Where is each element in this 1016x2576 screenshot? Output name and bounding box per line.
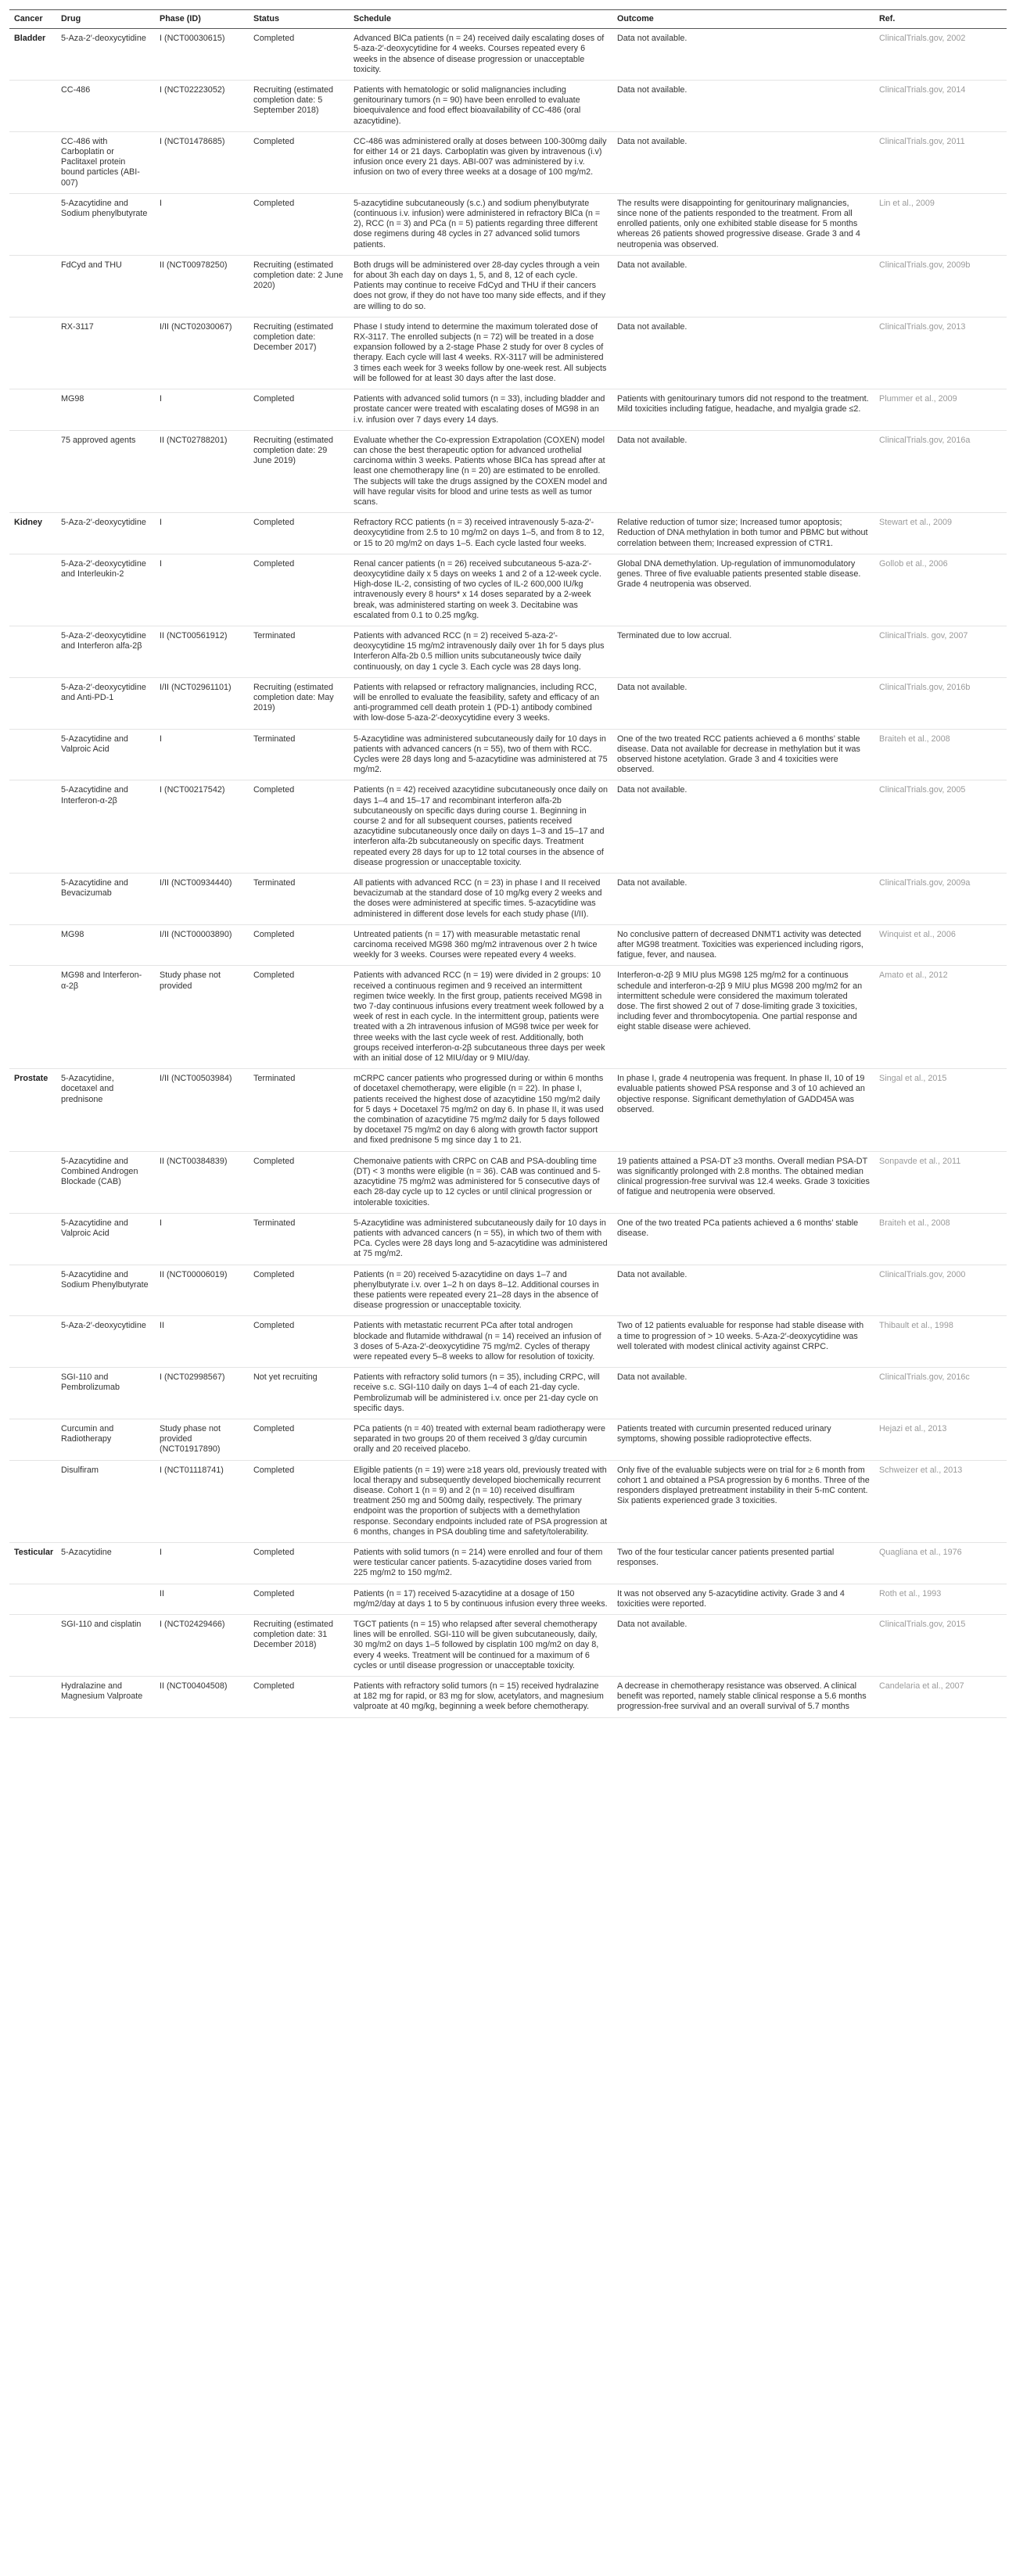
- drug-cell: 5-Azacytidine and Sodium Phenylbutyrate: [56, 1265, 155, 1316]
- schedule-cell: Untreated patients (n = 17) with measurable metastatic renal carcinoma received MG98 360 mg/m2 intravenous over 2 h twice weekly for 3 weeks. Courses were repeated every 4 weeks.: [349, 924, 612, 966]
- outcome-cell: Data not available.: [612, 255, 874, 317]
- table-row: [9, 729, 1007, 780]
- status-cell: Recruiting (estimated completion date: 5 September 2018): [249, 81, 349, 132]
- schedule-cell: Patients with advanced RCC (n = 19) were divided in 2 groups: 10 received a continuous regimen and 9 received an intermittent regimen twice weekly. In the first group, patients received MG98 in two 7-day continuous infusions every treatment week followed by a week of rest in each cycle. In the intermittent group, patients were treated with a 2h intravenous infusion of MG98 twice per week for three weeks with the last cycle week of rest. Additionally, both groups received interferon-α-2β subcutaneous three days per week with an initial dose of 12 MIU/day or 9 MIU/day.: [349, 966, 612, 1069]
- schedule-cell: 5-azacytidine subcutaneously (s.c.) and sodium phenylbutyrate (continuous i.v. infusion) were administered in refractory BlCa (n = 2), RCC (n = 3) and PCa (n = 5) patients regarding three different dose regimens during 48 cycles in 27 advanced solid tumors patients.: [349, 193, 612, 255]
- cancer-cell: [9, 626, 56, 677]
- table-body: [9, 29, 1007, 1717]
- table-row: [9, 677, 1007, 729]
- schedule-cell: PCa patients (n = 40) treated with external beam radiotherapy were separated in two groups 20 of them received 3 g/day curcumin orally and 20 received placebo.: [349, 1419, 612, 1460]
- reference-link[interactable]: Thibault et al., 1998: [874, 1316, 1007, 1368]
- outcome-cell: It was not observed any 5-azacytidine activity. Grade 3 and 4 toxicities were reported.: [612, 1584, 874, 1614]
- cancer-cell: [9, 1615, 56, 1677]
- header-schedule: Schedule: [349, 10, 612, 29]
- phase-cell: I (NCT02429466): [155, 1615, 249, 1677]
- phase-cell: I: [155, 1213, 249, 1265]
- schedule-cell: All patients with advanced RCC (n = 23) in phase I and II received bevacizumab at the standard dose of 10 mg/kg every 2 weeks and the doses were administered at specific times. 5-azacytidine was administered in different dose levels for each study phase (I/II).: [349, 874, 612, 925]
- cancer-cell: [9, 677, 56, 729]
- status-cell: Completed: [249, 924, 349, 966]
- table-row: [9, 513, 1007, 554]
- drug-cell: 5-Azacytidine and Valproic Acid: [56, 1213, 155, 1265]
- table-row: [9, 1069, 1007, 1151]
- phase-cell: I (NCT02998567): [155, 1368, 249, 1419]
- reference-link[interactable]: Roth et al., 1993: [874, 1584, 1007, 1614]
- table-row: [9, 1265, 1007, 1316]
- drug-cell: Disulfiram: [56, 1460, 155, 1542]
- header-outcome: Outcome: [612, 10, 874, 29]
- table-row: [9, 1316, 1007, 1368]
- drug-cell: CC-486: [56, 81, 155, 132]
- drug-cell: 5-Azacytidine, docetaxel and prednisone: [56, 1069, 155, 1151]
- drug-cell: MG98: [56, 924, 155, 966]
- reference-link[interactable]: ClinicalTrials.gov, 2016c: [874, 1368, 1007, 1419]
- drug-cell: 5-Aza-2′-deoxycytidine and Anti-PD-1: [56, 677, 155, 729]
- header-drug: Drug: [56, 10, 155, 29]
- cancer-cell: [9, 255, 56, 317]
- schedule-cell: Advanced BlCa patients (n = 24) received daily escalating doses of 5-aza-2′-deoxycytidine for 4 weeks. Courses repeated every 6 weeks in the absence of disease progression or unacceptable toxicity.: [349, 29, 612, 81]
- table-row: [9, 1584, 1007, 1614]
- outcome-cell: One of the two treated RCC patients achieved a 6 months’ stable disease. Data not available for decrease in methylation but it was observed histone acetylation. Grade 3 and 4 toxicities were observed.: [612, 729, 874, 780]
- reference-link[interactable]: ClinicalTrials.gov, 2016a: [874, 430, 1007, 512]
- reference-link[interactable]: Braiteh et al., 2008: [874, 729, 1007, 780]
- reference-link[interactable]: ClinicalTrials.gov, 2011: [874, 131, 1007, 193]
- status-cell: Completed: [249, 1316, 349, 1368]
- schedule-cell: Patients (n = 17) received 5-azacytidine at a dosage of 150 mg/m2/day at days 1 to 5 by continuous infusion every three weeks.: [349, 1584, 612, 1614]
- table-row: [9, 1368, 1007, 1419]
- status-cell: Completed: [249, 1265, 349, 1316]
- status-cell: Completed: [249, 780, 349, 874]
- table-row: [9, 317, 1007, 389]
- cancer-cell: [9, 193, 56, 255]
- table-row: [9, 554, 1007, 626]
- drug-cell: MG98 and Interferon-α-2β: [56, 966, 155, 1069]
- table-row: [9, 1213, 1007, 1265]
- phase-cell: Study phase not provided: [155, 966, 249, 1069]
- drug-cell: 5-Aza-2′-deoxycytidine: [56, 1316, 155, 1368]
- phase-cell: I/II (NCT00003890): [155, 924, 249, 966]
- schedule-cell: Eligible patients (n = 19) were ≥18 years old, previously treated with local therapy and subsequently developed biochemically recurrent disease. Cohort 1 (n = 9) and 2 (n = 10) received disulfiram treatment 250 mg and 500mg daily, respectively. The primary endpoint was the proportion of subjects with a demethylation response. Secondary endpoints included rate of PSA progression at 6 months, changes in PSA doubling time and safety/tolerability.: [349, 1460, 612, 1542]
- outcome-cell: Data not available.: [612, 677, 874, 729]
- cancer-cell: [9, 430, 56, 512]
- table-row: [9, 874, 1007, 925]
- status-cell: Completed: [249, 1677, 349, 1718]
- table-row: [9, 1460, 1007, 1542]
- status-cell: Completed: [249, 1584, 349, 1614]
- status-cell: Recruiting (estimated completion date: May 2019): [249, 677, 349, 729]
- header-ref: Ref.: [874, 10, 1007, 29]
- outcome-cell: Data not available.: [612, 1265, 874, 1316]
- phase-cell: I (NCT00217542): [155, 780, 249, 874]
- header-cancer: Cancer: [9, 10, 56, 29]
- schedule-cell: Patients with solid tumors (n = 214) were enrolled and four of them were testicular cancer patients. 5-azacytidine doses varied from 225 mg/m2 to 150 mg/m2.: [349, 1542, 612, 1584]
- cancer-cell: Kidney: [9, 513, 56, 554]
- phase-cell: I: [155, 729, 249, 780]
- status-cell: Completed: [249, 1151, 349, 1213]
- phase-cell: I: [155, 554, 249, 626]
- cancer-cell: [9, 1584, 56, 1614]
- outcome-cell: Interferon-α-2β 9 MIU plus MG98 125 mg/m2 for a continuous schedule and interferon-α-2β 9 MIU plus MG98 200 mg/m2 for an intermittent schedule were considered the maximum tolerated dose. The first showed 2 out of 7 dose-limiting grade 3 toxicities, including fever and thrombocytopenia. One partial response and eight stable disease were achieved.: [612, 966, 874, 1069]
- cancer-cell: [9, 554, 56, 626]
- phase-cell: I: [155, 193, 249, 255]
- cancer-cell: [9, 1368, 56, 1419]
- table-row: [9, 626, 1007, 677]
- cancer-cell: [9, 1419, 56, 1460]
- status-cell: Terminated: [249, 729, 349, 780]
- cancer-cell: [9, 1151, 56, 1213]
- drug-cell: 5-Aza-2′-deoxycytidine: [56, 513, 155, 554]
- phase-cell: II (NCT00384839): [155, 1151, 249, 1213]
- schedule-cell: Patients with refractory solid tumors (n = 15) received hydralazine at 182 mg for rapid, or 83 mg for slow, acetylators, and magnesium valproate at 40 mg/kg, beginning a week before chemotherapy.: [349, 1677, 612, 1718]
- drug-cell: Hydralazine and Magnesium Valproate: [56, 1677, 155, 1718]
- clinical-trials-table: [9, 9, 1007, 1718]
- cancer-cell: Testicular: [9, 1542, 56, 1584]
- table-row: [9, 1419, 1007, 1460]
- status-cell: Completed: [249, 554, 349, 626]
- schedule-cell: Renal cancer patients (n = 26) received subcutaneous 5-aza-2′-deoxycytidine daily x 5 days on weeks 1 and 2 of a 12-week cycle. High-dose IL-2, consisting of two cycles of IL-2 600,000 IU/kg intravenously every 8 hours* x 14 doses separated by a 2-week break, was administered starting on week 3. Decitabine was escalated from 0.1 to 0.25 mg/kg.: [349, 554, 612, 626]
- reference-link[interactable]: ClinicalTrials.gov, 2000: [874, 1265, 1007, 1316]
- drug-cell: CC-486 with Carboplatin or Paclitaxel protein bound particles (ABI-007): [56, 131, 155, 193]
- cancer-cell: [9, 966, 56, 1069]
- status-cell: Completed: [249, 513, 349, 554]
- outcome-cell: Data not available.: [612, 874, 874, 925]
- drug-cell: 5-Azacytidine and Sodium phenylbutyrate: [56, 193, 155, 255]
- drug-cell: 5-Azacytidine: [56, 1542, 155, 1584]
- drug-cell: 5-Azacytidine and Interferon-α-2β: [56, 780, 155, 874]
- cancer-cell: [9, 729, 56, 780]
- phase-cell: I (NCT00030615): [155, 29, 249, 81]
- schedule-cell: Patients with relapsed or refractory malignancies, including RCC, will be enrolled to evaluate the feasibility, safety and efficacy of an anti-programmed cell death protein 1 (PD-1) antibody combined with low-dose 5-aza-2′-deoxycytidine every 3 weeks.: [349, 677, 612, 729]
- status-cell: Completed: [249, 1419, 349, 1460]
- drug-cell: 5-Azacytidine and Bevacizumab: [56, 874, 155, 925]
- phase-cell: II (NCT00561912): [155, 626, 249, 677]
- status-cell: Completed: [249, 131, 349, 193]
- cancer-cell: Bladder: [9, 29, 56, 81]
- reference-link[interactable]: Schweizer et al., 2013: [874, 1460, 1007, 1542]
- cancer-cell: [9, 780, 56, 874]
- status-cell: Not yet recruiting: [249, 1368, 349, 1419]
- outcome-cell: Two of the four testicular cancer patients presented partial responses.: [612, 1542, 874, 1584]
- outcome-cell: Patients treated with curcumin presented reduced urinary symptoms, showing possible radioprotective effects.: [612, 1419, 874, 1460]
- reference-link[interactable]: ClinicalTrials.gov, 2009b: [874, 255, 1007, 317]
- phase-cell: II (NCT00978250): [155, 255, 249, 317]
- outcome-cell: The results were disappointing for genitourinary malignancies, since none of the patients responded to the treatment. From all enrolled patients, only one exhibited stable disease for 5 months whereas 26 patients showed progressive disease. Grade 3 and 4 neutropenia was observed.: [612, 193, 874, 255]
- cancer-cell: [9, 1316, 56, 1368]
- cancer-cell: [9, 874, 56, 925]
- reference-link[interactable]: Amato et al., 2012: [874, 966, 1007, 1069]
- table-row: [9, 1615, 1007, 1677]
- phase-cell: I/II (NCT00934440): [155, 874, 249, 925]
- table-row: [9, 29, 1007, 81]
- table-row: [9, 1151, 1007, 1213]
- cancer-cell: [9, 131, 56, 193]
- reference-link[interactable]: ClinicalTrials.gov, 2014: [874, 81, 1007, 132]
- table-header-row: [9, 10, 1007, 29]
- outcome-cell: One of the two treated PCa patients achieved a 6 months’ stable disease.: [612, 1213, 874, 1265]
- phase-cell: I (NCT01478685): [155, 131, 249, 193]
- outcome-cell: Global DNA demethylation. Up-regulation of immunomodulatory genes. Three of five evaluable patients presented stable disease. Grade 4 neutropenia was observed.: [612, 554, 874, 626]
- drug-cell: 5-Aza-2′-deoxycytidine and Interleukin-2: [56, 554, 155, 626]
- status-cell: Recruiting (estimated completion date: 31 December 2018): [249, 1615, 349, 1677]
- table-row: [9, 430, 1007, 512]
- cancer-cell: [9, 1265, 56, 1316]
- drug-cell: MG98: [56, 389, 155, 431]
- cancer-cell: [9, 924, 56, 966]
- cancer-cell: [9, 317, 56, 389]
- status-cell: Recruiting (estimated completion date: 29 June 2019): [249, 430, 349, 512]
- reference-link[interactable]: Quagliana et al., 1976: [874, 1542, 1007, 1584]
- reference-link[interactable]: Winquist et al., 2006: [874, 924, 1007, 966]
- phase-cell: I/II (NCT00503984): [155, 1069, 249, 1151]
- status-cell: Completed: [249, 966, 349, 1069]
- status-cell: Terminated: [249, 626, 349, 677]
- phase-cell: II (NCT02788201): [155, 430, 249, 512]
- status-cell: Completed: [249, 193, 349, 255]
- drug-cell: Curcumin and Radiotherapy: [56, 1419, 155, 1460]
- drug-cell: 5-Aza-2′-deoxycytidine: [56, 29, 155, 81]
- outcome-cell: Data not available.: [612, 1368, 874, 1419]
- status-cell: Completed: [249, 1460, 349, 1542]
- reference-link[interactable]: ClinicalTrials. gov, 2007: [874, 626, 1007, 677]
- status-cell: Recruiting (estimated completion date: 2 June 2020): [249, 255, 349, 317]
- phase-cell: I/II (NCT02961101): [155, 677, 249, 729]
- status-cell: Completed: [249, 29, 349, 81]
- table-row: [9, 780, 1007, 874]
- table-row: [9, 924, 1007, 966]
- phase-cell: I (NCT02223052): [155, 81, 249, 132]
- outcome-cell: Data not available.: [612, 1615, 874, 1677]
- schedule-cell: Patients (n = 42) received azacytidine subcutaneously once daily on days 1–4 and 15–17 and recombinant interferon alfa-2b subcutaneously on specific days during course 1. Beginning in course 2 and for all subsequent courses, patients received azacytidine subcutaneously once daily on days 1–3 and 15–17 and interferon alfa-2b subcutaneously on specific days. Treatment repeated every 28 days for up to 12 total courses in the absence of disease progression or unacceptable toxicity.: [349, 780, 612, 874]
- outcome-cell: 19 patients attained a PSA-DT ≥3 months. Overall median PSA-DT was significantly prolonged with 2.8 months. The obtained median clinical progression-free survival was 12.4 weeks. Grade 3 toxicities of fatigue and neutropenia were observed.: [612, 1151, 874, 1213]
- schedule-cell: CC-486 was administered orally at doses between 100-300mg daily for either 14 or 21 days. Carboplatin was given by intravenous (i.v) infusion once every 21 days. ABI-007 was administered by i.v. infusion on two of every three weeks at a dosage of 100 mg/m2.: [349, 131, 612, 193]
- schedule-cell: Evaluate whether the Co-expression Extrapolation (COXEN) model can chose the best therapeutic option for advanced urothelial carcinoma within 3 weeks. Patients whose BlCa has spread after at least one chemotherapy line (n = 20) are estimated to be enrolled. The subjects will take the drugs assigned by the COXEN model and will have regular visits for blood and urine tests as well as tumor scans.: [349, 430, 612, 512]
- schedule-cell: 5-Azacytidine was administered subcutaneously daily for 10 days in patients with advanced cancers (n = 55), in which two of them with PCa. Cycles were 28 days long and 5-azacytidine was administered at 75 mg/m2.: [349, 1213, 612, 1265]
- outcome-cell: Terminated due to low accrual.: [612, 626, 874, 677]
- cancer-cell: [9, 1460, 56, 1542]
- schedule-cell: mCRPC cancer patients who progressed during or within 6 months of docetaxel chemotherapy, were eligible (n = 22). In phase I, patients received the highest dose of azacytidine 150 mg/m2 daily for 5 days + Docetaxel 75 mg/m2 on day 6. In phase II, it was used the combination of azacytidine 75 mg/m2 daily for 5 days followed by docetaxel 75 mg/m2 on day 6 along with growth factor support and fixed prednisone 5 mg since day 1 to 21.: [349, 1069, 612, 1151]
- cancer-cell: [9, 389, 56, 431]
- schedule-cell: Refractory RCC patients (n = 3) received intravenously 5-aza-2′-deoxycytidine from 2.5 to 10 mg/m2 on days 1–5, and from 8 to 12, or 15 to 20 mg/m2 on days 1–5. Each cycle lasted four weeks.: [349, 513, 612, 554]
- outcome-cell: Data not available.: [612, 780, 874, 874]
- header-status: Status: [249, 10, 349, 29]
- cancer-cell: Prostate: [9, 1069, 56, 1151]
- reference-link[interactable]: Stewart et al., 2009: [874, 513, 1007, 554]
- table-row: [9, 193, 1007, 255]
- schedule-cell: Phase I study intend to determine the maximum tolerated dose of RX-3117. The enrolled subjects (n = 72) will be treated in a dose expansion followed by a 2-stage Phase 2 study for over 8 cycles of therapy. Each cycle will last 4 weeks. RX-3117 will be administered 3 times each week for 3 weeks follow by one-week rest. All subjects will be followed for at least 30 days after the last dose.: [349, 317, 612, 389]
- outcome-cell: Relative reduction of tumor size; Increased tumor apoptosis; Reduction of DNA methylation in both tumor and PBMC but without correlation between them; Increased expression of CTR1.: [612, 513, 874, 554]
- drug-cell: [56, 1584, 155, 1614]
- outcome-cell: In phase I, grade 4 neutropenia was frequent. In phase II, 10 of 19 evaluable patients showed PSA response and 3 of 10 achieved an objective response. Significant demethylation of GADD45A was observed.: [612, 1069, 874, 1151]
- reference-link[interactable]: ClinicalTrials.gov, 2005: [874, 780, 1007, 874]
- reference-link[interactable]: Hejazi et al., 2013: [874, 1419, 1007, 1460]
- outcome-cell: Patients with genitourinary tumors did not respond to the treatment. Mild toxicities including fatigue, headache, and myalgia grade ≤2.: [612, 389, 874, 431]
- drug-cell: 75 approved agents: [56, 430, 155, 512]
- table-row: [9, 1542, 1007, 1584]
- table-row: [9, 255, 1007, 317]
- reference-link[interactable]: Braiteh et al., 2008: [874, 1213, 1007, 1265]
- status-cell: Terminated: [249, 874, 349, 925]
- outcome-cell: Data not available.: [612, 131, 874, 193]
- reference-link[interactable]: Plummer et al., 2009: [874, 389, 1007, 431]
- outcome-cell: A decrease in chemotherapy resistance was observed. A clinical benefit was reported, namely stable clinical response a 5.6 months progression-free survival and an overall survival of 5.7 months: [612, 1677, 874, 1718]
- outcome-cell: Data not available.: [612, 81, 874, 132]
- drug-cell: 5-Azacytidine and Combined Androgen Blockade (CAB): [56, 1151, 155, 1213]
- drug-cell: SGI-110 and Pembrolizumab: [56, 1368, 155, 1419]
- reference-link[interactable]: ClinicalTrials.gov, 2016b: [874, 677, 1007, 729]
- reference-link[interactable]: Lin et al., 2009: [874, 193, 1007, 255]
- reference-link[interactable]: ClinicalTrials.gov, 2009a: [874, 874, 1007, 925]
- schedule-cell: Patients with metastatic recurrent PCa after total androgen blockade and flutamide withdrawal (n = 14) received an infusion of 3 doses of 5-Aza-2′-deoxycytidine 75 mg/m2. Cycles of therapy were repeated every 5–8 weeks to allow for resolution of toxicity.: [349, 1316, 612, 1368]
- outcome-cell: Two of 12 patients evaluable for response had stable disease with a time to progression of > 10 weeks. 5-Aza-2′-deoxycytidine was well tolerated with modest clinical activity against CRPC.: [612, 1316, 874, 1368]
- reference-link[interactable]: Candelaria et al., 2007: [874, 1677, 1007, 1718]
- reference-link[interactable]: Sonpavde et al., 2011: [874, 1151, 1007, 1213]
- table-row: [9, 389, 1007, 431]
- drug-cell: FdCyd and THU: [56, 255, 155, 317]
- schedule-cell: Patients with advanced solid tumors (n = 33), including bladder and prostate cancer were treated with escalating doses of MG98 in an i.v. infusion over 7 days every 14 days.: [349, 389, 612, 431]
- table-row: [9, 81, 1007, 132]
- drug-cell: 5-Azacytidine and Valproic Acid: [56, 729, 155, 780]
- reference-link[interactable]: ClinicalTrials.gov, 2013: [874, 317, 1007, 389]
- outcome-cell: Only five of the evaluable subjects were on trial for ≥ 6 month from cohort 1 and obtained a PSA progression by 6 months. Three of the responders displayed pretreatment instability in their 5-mC content. Six patients experienced grade 3 toxicities.: [612, 1460, 874, 1542]
- outcome-cell: Data not available.: [612, 430, 874, 512]
- schedule-cell: 5-Azacytidine was administered subcutaneously daily for 10 days in patients with advanced cancers (n = 55), two of them with RCC. Cycles were 28 days long and 5-azacytidine was administered at 75 mg/m2.: [349, 729, 612, 780]
- reference-link[interactable]: Gollob et al., 2006: [874, 554, 1007, 626]
- phase-cell: I: [155, 1542, 249, 1584]
- phase-cell: I: [155, 513, 249, 554]
- drug-cell: 5-Aza-2′-deoxycytidine and Interferon alfa-2β: [56, 626, 155, 677]
- table-row: [9, 131, 1007, 193]
- drug-cell: RX-3117: [56, 317, 155, 389]
- phase-cell: Study phase not provided (NCT01917890): [155, 1419, 249, 1460]
- schedule-cell: Patients with advanced RCC (n = 2) received 5-aza-2′-deoxycytidine 15 mg/m2 intravenously daily over 1h for 5 days plus Interferon Alfa-2b 0.5 million units subcutaneously twice daily continuously, on day 1 cycle 3. Each cycle was 28 days long.: [349, 626, 612, 677]
- cancer-cell: [9, 81, 56, 132]
- cancer-cell: [9, 1213, 56, 1265]
- outcome-cell: Data not available.: [612, 317, 874, 389]
- reference-link[interactable]: ClinicalTrials.gov, 2002: [874, 29, 1007, 81]
- status-cell: Recruiting (estimated completion date: December 2017): [249, 317, 349, 389]
- status-cell: Terminated: [249, 1213, 349, 1265]
- reference-link[interactable]: ClinicalTrials.gov, 2015: [874, 1615, 1007, 1677]
- header-phase: Phase (ID): [155, 10, 249, 29]
- phase-cell: I (NCT01118741): [155, 1460, 249, 1542]
- schedule-cell: TGCT patients (n = 15) who relapsed after several chemotherapy lines will be enrolled. SGI-110 will be given subcutaneously, daily, 30 mg/m2 on days 1–5 followed by cisplatin 100 mg/m2 on day 8, every 4 weeks. Treatment will be continued for a maximum of 6 cycles or until disease progression or unacceptable toxicity.: [349, 1615, 612, 1677]
- schedule-cell: Patients (n = 20) received 5-azacytidine on days 1–7 and phenylbutyrate i.v. over 1–2 h on days 8–12. Additional courses in these patients were repeated every 21–28 days in the absence of disease progression or unacceptable toxicity.: [349, 1265, 612, 1316]
- phase-cell: II (NCT00006019): [155, 1265, 249, 1316]
- schedule-cell: Patients with refractory solid tumors (n = 35), including CRPC, will receive s.c. SGI-110 daily on days 1–4 of each 21-day cycle. Pembrolizumab will be administered i.v. once per 21-day cycle on specific days.: [349, 1368, 612, 1419]
- phase-cell: II: [155, 1584, 249, 1614]
- phase-cell: II: [155, 1316, 249, 1368]
- schedule-cell: Both drugs will be administered over 28-day cycles through a vein for about 3h each day on days 1, 5, and 8, 12 of each cycle. Patients may continue to receive FdCyd and THU if their cancers does not grow, if they do not have too many side effects, and if they are willing to do so.: [349, 255, 612, 317]
- phase-cell: I: [155, 389, 249, 431]
- phase-cell: II (NCT00404508): [155, 1677, 249, 1718]
- table-row: [9, 966, 1007, 1069]
- phase-cell: I/II (NCT02030067): [155, 317, 249, 389]
- schedule-cell: Chemonaive patients with CRPC on CAB and PSA-doubling time (DT) < 3 months were eligible (n = 36). CAB was continued and 5-azacytidine 75 mg/m2 was administered for 5 consecutive days of each 28-day cycle up to 12 cycles or until clinical progression or intolerable toxicities.: [349, 1151, 612, 1213]
- status-cell: Completed: [249, 389, 349, 431]
- schedule-cell: Patients with hematologic or solid malignancies including genitourinary tumors (n = 90) have been enrolled to evaluate bioequivalence and food effect bioavailability of CC-486 (oral azacytidine).: [349, 81, 612, 132]
- cancer-cell: [9, 1677, 56, 1718]
- drug-cell: SGI-110 and cisplatin: [56, 1615, 155, 1677]
- status-cell: Terminated: [249, 1069, 349, 1151]
- status-cell: Completed: [249, 1542, 349, 1584]
- table-row: [9, 1677, 1007, 1718]
- outcome-cell: No conclusive pattern of decreased DNMT1 activity was detected after MG98 treatment. Toxicities was experienced including rigors, fatigue, fever, and nausea.: [612, 924, 874, 966]
- outcome-cell: Data not available.: [612, 29, 874, 81]
- reference-link[interactable]: Singal et al., 2015: [874, 1069, 1007, 1151]
